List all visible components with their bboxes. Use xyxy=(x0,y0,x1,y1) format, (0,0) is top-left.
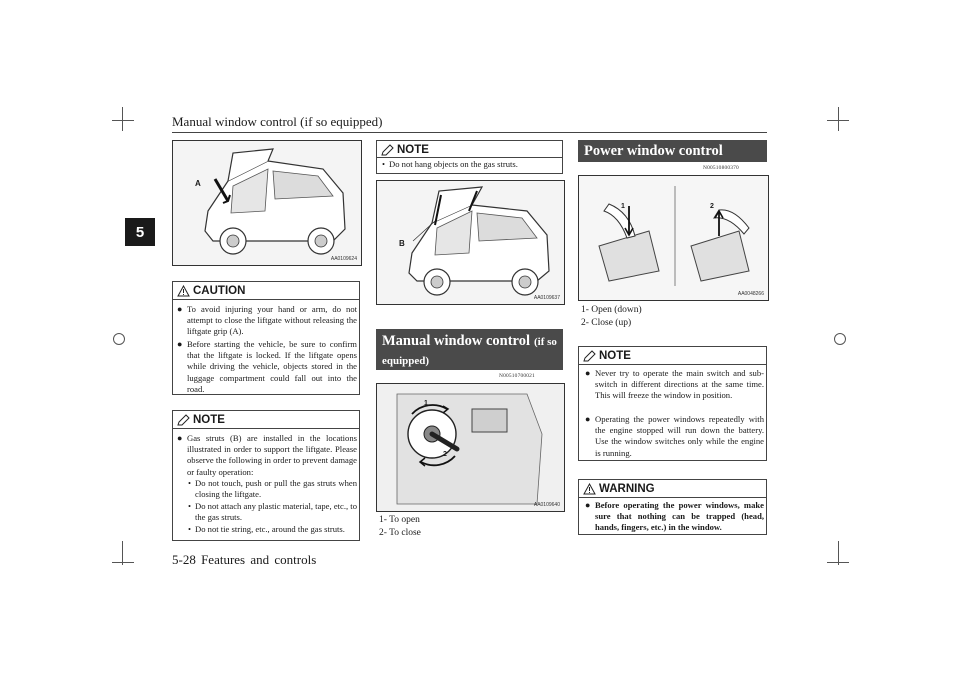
registration-mark xyxy=(834,333,846,345)
figure-power-window-switch xyxy=(578,175,769,301)
section-heading-power-window: Power window control xyxy=(578,140,767,162)
crop-mark xyxy=(122,107,123,131)
figure-label-b: B xyxy=(399,239,405,248)
caution-bullet: ● Before starting the vehicle, be sure to confirm that the liftgate is locked. If the liftgate opens while driving the vehicle, objects stored in the luggage compartment could fall out into the road. xyxy=(177,339,357,394)
figure-label-2: 2 xyxy=(443,451,447,458)
figure-code: AA0048266 xyxy=(737,291,764,297)
crop-mark xyxy=(838,107,839,131)
legend-item: 2- Close (up) xyxy=(581,318,632,328)
note-bullet: ● Never try to operate the main switch and sub-switch in different directions at the same time. This will freeze the window in position. xyxy=(585,368,764,401)
car-liftgate-illustration xyxy=(173,141,361,265)
figure-legend xyxy=(379,514,421,540)
figure-label-1: 1 xyxy=(621,203,625,210)
figure-liftgate-grip xyxy=(172,140,362,266)
note-box xyxy=(172,410,360,541)
header-rule xyxy=(172,132,767,133)
note-subitem: • Do not attach any plastic material, tape, etc., to the gas struts. xyxy=(188,501,357,523)
window-crank-illustration xyxy=(377,384,564,511)
note-bullet: ● Operating the power windows repeatedly with the engine stopped will run down the battery. Use the window switches only while the engine is running. xyxy=(585,414,764,458)
bullet-icon: ● xyxy=(585,500,591,510)
figure-window-crank xyxy=(376,383,565,512)
section-heading-manual-window: Manual window control (if so equipped) xyxy=(376,329,563,370)
figure-code: AA0109640 xyxy=(533,502,560,508)
box-divider xyxy=(579,364,766,365)
legend-item: 1- To open xyxy=(379,515,420,525)
chapter-tab: 5 xyxy=(125,218,155,246)
pencil-icon xyxy=(381,144,394,156)
legend-item: 1- Open (down) xyxy=(581,305,642,315)
section-code: N00510800370 xyxy=(703,165,739,171)
caution-bullet: ● To avoid injuring your hand or arm, do not attempt to close the liftgate without releasing the liftgate grip (A). xyxy=(177,304,357,337)
caution-box xyxy=(172,281,360,395)
figure-label-a: A xyxy=(195,179,201,188)
note-bullet: ● Gas struts (B) are installed in the locations illustrated in order to support the liftgate. Please observe the following in order to prevent damage or faulty operation: xyxy=(177,433,357,477)
note-box xyxy=(376,140,563,174)
page-title: Manual window control (if so equipped) xyxy=(172,114,383,129)
bullet-icon: ● xyxy=(177,339,183,349)
crop-mark xyxy=(827,562,849,563)
bullet-icon: ● xyxy=(177,304,183,314)
figure-gas-struts xyxy=(376,180,565,305)
warning-box xyxy=(578,479,767,535)
box-divider xyxy=(173,299,359,300)
legend-item: 2- To close xyxy=(379,528,421,538)
caution-heading: CAUTION xyxy=(177,285,245,297)
section-code: N00510700021 xyxy=(499,373,535,379)
figure-legend xyxy=(581,304,642,330)
figure-label-2: 2 xyxy=(710,203,714,210)
crop-mark xyxy=(112,120,134,121)
car-gas-struts-illustration xyxy=(377,181,564,304)
registration-mark xyxy=(113,333,125,345)
note-subitem: • Do not hang objects on the gas struts. xyxy=(382,159,518,169)
note-subitem: • Do not touch, push or pull the gas struts when closing the liftgate. xyxy=(188,478,357,500)
figure-code: AA0109637 xyxy=(533,295,560,301)
pencil-icon xyxy=(583,350,596,362)
page-footer: 5-28 Features and controls xyxy=(172,552,317,567)
note-box xyxy=(578,346,767,461)
warning-triangle-icon xyxy=(177,285,190,297)
box-divider xyxy=(173,428,359,429)
bullet-icon: ● xyxy=(585,368,591,378)
figure-code: AA0109624 xyxy=(330,256,357,262)
note-heading: NOTE xyxy=(381,144,429,156)
box-divider xyxy=(377,157,562,158)
warning-triangle-icon xyxy=(583,483,596,495)
warning-bullet: ● Before operating the power windows, make sure that nothing can be trapped (head, hands, fingers, etc.) in the window. xyxy=(585,500,764,533)
figure-label-1: 1 xyxy=(424,400,428,407)
bullet-icon: ● xyxy=(177,433,183,443)
crop-mark xyxy=(112,562,134,563)
crop-mark xyxy=(827,120,849,121)
note-heading: NOTE xyxy=(177,414,225,426)
bullet-icon: ● xyxy=(585,414,591,424)
note-heading: NOTE xyxy=(583,350,631,362)
warning-heading: WARNING xyxy=(583,483,655,495)
note-subitem: • Do not tie string, etc., around the gas struts. xyxy=(188,524,345,534)
box-divider xyxy=(579,497,766,498)
pencil-icon xyxy=(177,414,190,426)
power-window-switch-illustration xyxy=(579,176,768,300)
